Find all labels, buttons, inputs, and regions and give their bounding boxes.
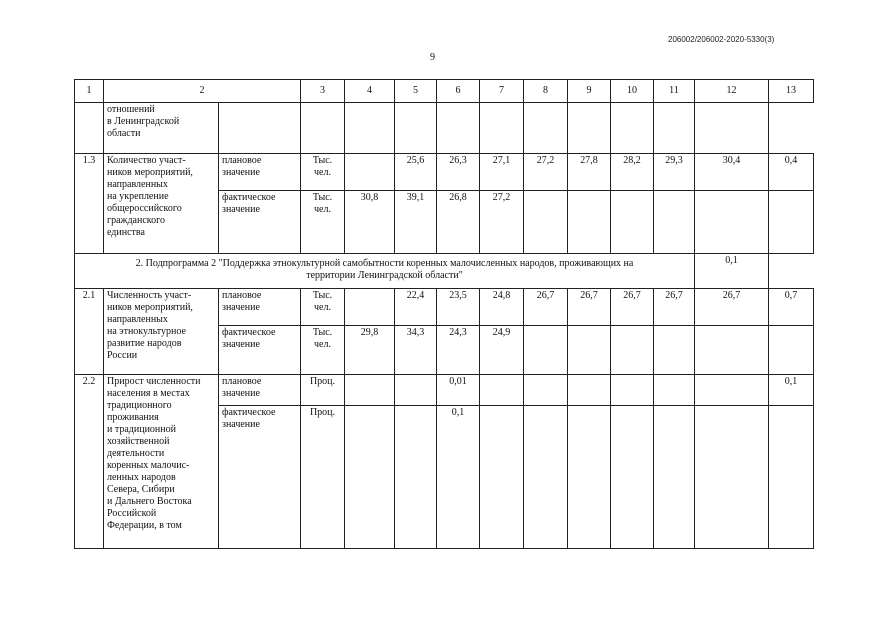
value-cell bbox=[524, 375, 568, 406]
subprogram-value: 0,1 bbox=[695, 254, 769, 289]
value-cell: 22,4 bbox=[395, 289, 437, 326]
value-cell: 30,4 bbox=[695, 154, 769, 191]
value-cell: 0,1 bbox=[437, 406, 480, 549]
plan-label: плановое значение bbox=[219, 289, 301, 326]
unit-cell: Тыс. чел. bbox=[301, 154, 345, 191]
value-cell: 25,6 bbox=[395, 154, 437, 191]
value-cell: 26,3 bbox=[437, 154, 480, 191]
value-cell bbox=[695, 191, 769, 254]
column-header: 3 bbox=[301, 80, 345, 103]
empty-cell bbox=[695, 103, 769, 154]
value-cell: 23,5 bbox=[437, 289, 480, 326]
header-row bbox=[75, 80, 814, 103]
value-cell bbox=[480, 406, 524, 549]
subprogram-row bbox=[75, 254, 814, 289]
row-number: 2.2 bbox=[75, 375, 104, 549]
value-cell: 26,7 bbox=[568, 289, 611, 326]
value-cell: 27,2 bbox=[480, 191, 524, 254]
continuation-row bbox=[75, 103, 814, 154]
unit-cell: Проц. bbox=[301, 375, 345, 406]
document-id: 206002/206002-2020-5330(3) bbox=[668, 35, 775, 44]
value-cell: 24,9 bbox=[480, 326, 524, 375]
fact-label: фактическое значение bbox=[219, 406, 301, 549]
column-header: 11 bbox=[654, 80, 695, 103]
row-number: 2.1 bbox=[75, 289, 104, 375]
value-cell: 26,7 bbox=[695, 289, 769, 326]
value-cell bbox=[524, 191, 568, 254]
value-cell bbox=[654, 191, 695, 254]
value-cell bbox=[345, 375, 395, 406]
value-cell: 0,7 bbox=[769, 289, 814, 326]
value-cell bbox=[611, 406, 654, 549]
indicator-plan-row bbox=[75, 289, 814, 326]
column-header: 4 bbox=[345, 80, 395, 103]
plan-label: плановое значение bbox=[219, 154, 301, 191]
value-cell: 28,2 bbox=[611, 154, 654, 191]
value-cell: 26,7 bbox=[654, 289, 695, 326]
value-cell bbox=[568, 191, 611, 254]
value-cell: 26,7 bbox=[611, 289, 654, 326]
value-cell bbox=[568, 326, 611, 375]
empty-cell bbox=[611, 103, 654, 154]
value-cell: 24,8 bbox=[480, 289, 524, 326]
row-number: 1.3 bbox=[75, 154, 104, 254]
value-cell bbox=[695, 406, 769, 549]
value-cell bbox=[345, 406, 395, 549]
value-cell: 34,3 bbox=[395, 326, 437, 375]
value-cell bbox=[395, 406, 437, 549]
value-cell bbox=[695, 326, 769, 375]
column-header: 13 bbox=[769, 80, 814, 103]
value-cell bbox=[611, 326, 654, 375]
value-cell: 0,4 bbox=[769, 154, 814, 191]
empty-cell bbox=[395, 103, 437, 154]
indicator-name: отношений в Ленинградской области bbox=[104, 103, 219, 154]
value-cell bbox=[345, 289, 395, 326]
value-cell bbox=[611, 191, 654, 254]
column-header: 2 bbox=[104, 80, 301, 103]
value-cell: 30,8 bbox=[345, 191, 395, 254]
value-cell: 26,8 bbox=[437, 191, 480, 254]
unit-cell: Тыс. чел. bbox=[301, 289, 345, 326]
empty-cell bbox=[524, 103, 568, 154]
value-cell: 26,7 bbox=[524, 289, 568, 326]
value-cell bbox=[480, 375, 524, 406]
unit-cell: Тыс. чел. bbox=[301, 191, 345, 254]
column-header: 1 bbox=[75, 80, 104, 103]
value-cell: 29,3 bbox=[654, 154, 695, 191]
plan-label: плановое значение bbox=[219, 375, 301, 406]
value-cell bbox=[654, 326, 695, 375]
indicator-name: Прирост численности населения в местах традиционного проживания и традиционной хозяйственной деятельности коренных малочис- ленных народов Севера, Сибири и Дальнего Востока Российской Федерации, в том bbox=[104, 375, 219, 549]
empty-cell bbox=[219, 103, 301, 154]
indicator-plan-row bbox=[75, 375, 814, 406]
column-header: 10 bbox=[611, 80, 654, 103]
value-cell bbox=[654, 406, 695, 549]
value-cell: 0,1 bbox=[769, 375, 814, 406]
value-cell bbox=[568, 406, 611, 549]
value-cell: 39,1 bbox=[395, 191, 437, 254]
value-cell bbox=[568, 375, 611, 406]
empty-cell bbox=[480, 103, 524, 154]
column-header: 7 bbox=[480, 80, 524, 103]
value-cell: 27,8 bbox=[568, 154, 611, 191]
indicator-plan-row bbox=[75, 154, 814, 191]
empty-cell bbox=[437, 103, 480, 154]
value-cell: 0,01 bbox=[437, 375, 480, 406]
value-cell bbox=[769, 191, 814, 254]
column-header: 9 bbox=[568, 80, 611, 103]
indicator-name: Численность участ- ников мероприятий, направленных на этнокультурное развитие народов России bbox=[104, 289, 219, 375]
value-cell: 27,1 bbox=[480, 154, 524, 191]
indicator-name: Количество участ- ников мероприятий, направленных на укрепление общероссийского гражданского единства bbox=[104, 154, 219, 254]
fact-label: фактическое значение bbox=[219, 191, 301, 254]
empty-cell bbox=[568, 103, 611, 154]
column-header: 12 bbox=[695, 80, 769, 103]
value-cell: 29,8 bbox=[345, 326, 395, 375]
fact-label: фактическое значение bbox=[219, 326, 301, 375]
column-header: 6 bbox=[437, 80, 480, 103]
empty-cell bbox=[654, 103, 695, 154]
value-cell bbox=[524, 326, 568, 375]
value-cell bbox=[769, 406, 814, 549]
unit-cell: Проц. bbox=[301, 406, 345, 549]
value-cell bbox=[345, 154, 395, 191]
indicator-table bbox=[74, 79, 814, 549]
value-cell bbox=[524, 406, 568, 549]
column-header: 5 bbox=[395, 80, 437, 103]
value-cell: 27,2 bbox=[524, 154, 568, 191]
unit-cell: Тыс. чел. bbox=[301, 326, 345, 375]
value-cell bbox=[395, 375, 437, 406]
value-cell bbox=[695, 375, 769, 406]
value-cell bbox=[769, 326, 814, 375]
value-cell bbox=[654, 375, 695, 406]
subprogram-title: 2. Подпрограмма 2 "Поддержка этнокультурной самобытности коренных малочисленных народов, проживающих на территории Ленинградской области" bbox=[75, 254, 695, 289]
empty-cell bbox=[345, 103, 395, 154]
value-cell: 24,3 bbox=[437, 326, 480, 375]
row-number bbox=[75, 103, 104, 154]
empty-cell bbox=[301, 103, 345, 154]
page-number: 9 bbox=[430, 52, 435, 63]
column-header: 8 bbox=[524, 80, 568, 103]
value-cell bbox=[611, 375, 654, 406]
